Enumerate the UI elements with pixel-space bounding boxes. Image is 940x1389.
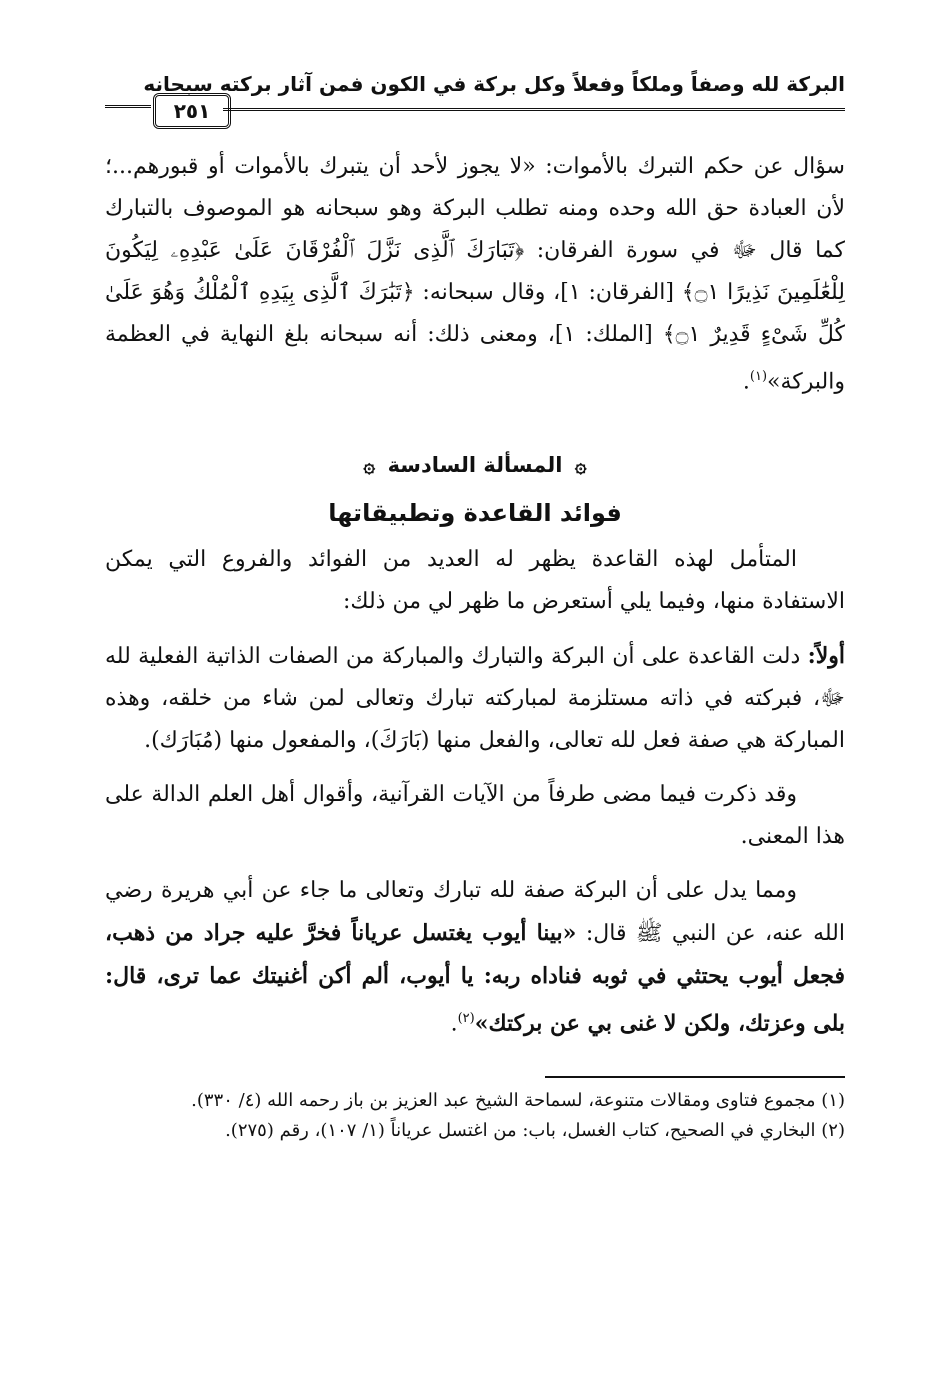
header-dash — [105, 105, 151, 108]
ornament-icon: ۞ — [574, 453, 587, 478]
paragraph-5-text: ومما يدل على أن البركة صفة لله تبارك وتعالى ما جاء عن أبي هريرة رضي الله عنه، عن النبي ﷺ قال: — [105, 878, 845, 947]
section-subtitle: فوائد القاعدة وتطبيقاتها — [328, 499, 622, 528]
hadith-text: «بينا أيوب يغتسل عرياناً فخرَّ عليه جراد من ذهب، فجعل أيوب يحتثي في ثوبه فناداه ربه: يا أيوب، ألم أكن أغنيتك عما ترى، قال: بلى وعزتك، ولكن لا غنى بي عن بركتك» — [105, 920, 845, 1037]
page-header — [105, 60, 845, 123]
ornament-icon: ۞ — [363, 453, 376, 478]
paragraph-4: وقد ذكرت فيما مضى طرفاً من الآيات القرآنية، وأقوال أهل العلم الدالة على هذا المعنى. — [105, 782, 845, 850]
paragraph-1-text: سؤال عن حكم التبرك بالأموات: «لا يجوز لأحد أن يتبرك بالأموات أو قبورهم...؛ لأن العبادة حق الله وحده ومنه تطلب البركة وهو سبحانه هو الموصوف بالتبارك كما قال ﷻ في سورة الفرقان: ﴿تَبَارَكَ ٱلَّذِى نَزَّلَ ٱلْفُرْقَانَ عَلَىٰ عَبْدِهِۦ لِيَكُونَ لِلْعَٰلَمِينَ نَذِيرًا ۝١﴾ [الفرقان: ١]، وقال سبحانه: ﴿تَبَٰرَكَ ٱلَّذِى بِيَدِهِ ٱلْمُلْكُ وَهُوَ عَلَىٰ كُلِّ شَىْءٍ قَدِيرٌ ۝١﴾ [الملك: ١]، ومعنى ذلك: أنه سبحانه بلغ النهاية في العظمة والبركة» — [105, 154, 845, 395]
running-head: البركة لله وصفاً وملكاً وفعلاً وكل بركة في الكون فمن آثار بركته سبحانه — [143, 72, 845, 96]
header-rule — [223, 108, 845, 111]
paragraph-5: ومما يدل على أن البركة صفة لله تبارك وتعالى ما جاء عن أبي هريرة رضي الله عنه، عن النبي ﷺ قال: «بينا أيوب يغتسل عرياناً فخرَّ عليه جراد من ذهب، فجعل أيوب يحتثي في ثوبه فناداه ربه: يا أيوب، ألم أكن أغنيتك عما ترى، قال: بلى وعزتك، ولكن لا غنى بي عن بركتك»$^{(٢)}$. — [105, 878, 845, 1037]
paragraph-3-lead: أولاً: — [807, 643, 845, 670]
page-number: ٢٥١ — [153, 93, 231, 129]
paragraph-3-text: دلت القاعدة على أن البركة والتبارك والمباركة من الصفات الذاتية الفعلية لله ﷻ، فبركته في ذاته مستلزمة لمباركته تبارك وتعالى لمن شاء من خلقه، وهذه المباركة هي صفة فعل لله تعالى، والفعل منها (بَارَكَ)، والمفعول منها (مُبَارَك). — [105, 644, 845, 754]
section-title-text: المسألة السادسة — [387, 453, 563, 478]
footnote-ref-2: (٢) — [457, 1011, 475, 1027]
paragraph-3 — [105, 635, 845, 762]
footnote-2: (٢) البخاري في الصحيح، كتاب الغسل، باب: من اغتسل عرياناً (١/ ١٠٧)، رقم (٢٧٥). — [225, 1119, 845, 1141]
footnote-rule — [545, 1076, 845, 1078]
paragraph-1: سؤال عن حكم التبرك بالأموات: «لا يجوز لأحد أن يتبرك بالأموات أو قبورهم...؛ لأن العبادة حق الله وحده ومنه تطلب البركة وهو سبحانه هو الموصوف بالتبارك كما قال ﷻ في سورة الفرقان: ﴿تَبَارَكَ ٱلَّذِى نَزَّلَ ٱلْفُرْقَانَ عَلَىٰ عَبْدِهِۦ لِيَكُونَ لِلْعَٰلَمِينَ نَذِيرًا ۝١﴾ [الفرقان: ١]، وقال سبحانه: ﴿تَبَٰرَكَ ٱلَّذِى بِيَدِهِ ٱلْمُلْكُ وَهُوَ عَلَىٰ كُلِّ شَىْءٍ قَدِيرٌ ۝١﴾ [الملك: ١]، ومعنى ذلك: أنه سبحانه بلغ النهاية في العظمة والبركة»$^{(١)}$. — [105, 154, 845, 395]
footnote-ref-1: (١) — [749, 369, 768, 384]
section-title — [105, 443, 845, 487]
paragraph-2: المتأمل لهذه القاعدة يظهر له العديد من الفوائد والفروع التي يمكن الاستفادة منها، وفيما يلي أستعرض ما ظهر لي من ذلك: — [105, 547, 845, 615]
footnote-1: (١) مجموع فتاوى ومقالات متنوعة، لسماحة الشيخ عبد العزيز بن باز رحمه الله (٤/ ٣٣٠). — [191, 1089, 845, 1111]
page — [105, 60, 845, 1146]
